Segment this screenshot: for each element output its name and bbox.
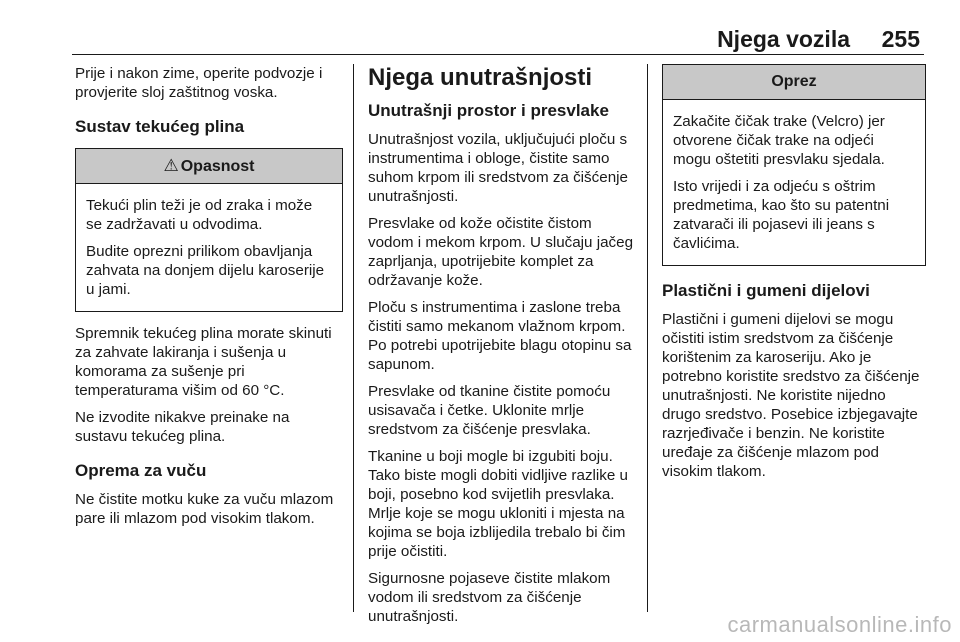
interior-paragraph-3: Ploču s instrumentima i zaslone treba čistiti samo mekanom vlažnom krpom. Po potrebi upotrijebite blagu otopinu sa sapunom. [368, 299, 632, 373]
plastic-paragraph: Plastični i gumeni dijelovi se mogu očistiti istim sredstvom za čišćenje korištenim za karoseriju. Ako je potrebno koristite sredstvo za čišćenje unutrašnjosti. Ne koristite nijedno drugo sredstvo. Posebice izbjegavajte razrjeđivače i benzin. Ne koristite uređaje za čišćenje mlazom pod visokim tlakom. [662, 311, 920, 480]
column-divider-1 [353, 64, 354, 612]
column-middle [368, 64, 634, 634]
header-rule [72, 54, 924, 55]
column-divider-2 [647, 64, 648, 612]
danger-paragraph-1: Tekući plin teži je od zraka i može se zadržavati u odvodima. [86, 197, 313, 233]
page-header [0, 0, 960, 56]
paragraph-lpg-tank: Spremnik tekućeg plina morate skinuti za zahvate lakiranja i sušenja u komorama za sušenje pri temperaturama višim od 60 °C. [75, 325, 332, 399]
danger-box-body [76, 184, 342, 311]
interior-paragraph-1: Unutrašnjost vozila, uključujući ploču s instrumentima i obloge, čistite samo suhom krpom ili sredstvom za čišćenje unutrašnjosti. [368, 131, 628, 205]
caution-box-body [663, 100, 925, 265]
section-heading-lpg: Sustav tekućeg plina [75, 117, 245, 136]
danger-paragraph-2: Budite oprezni prilikom obavljanja zahvata na donjem dijelu karoserije u jami. [86, 243, 325, 298]
caution-box-title: Oprez [663, 65, 925, 100]
warning-triangle-icon: ⚠ [163, 156, 179, 175]
paragraph-towing: Ne čistite motku kuke za vuču mlazom pare ili mlazom pod visokim tlakom. [75, 491, 334, 527]
page-number: 255 [881, 26, 920, 52]
watermark: carmanualsonline.info [727, 612, 952, 637]
column-right [662, 64, 926, 489]
danger-box-title: Opasnost [180, 158, 255, 175]
section-heading-towing: Oprema za vuču [75, 461, 207, 480]
section-heading-plastic: Plastični i gumeni dijelovi [662, 281, 870, 300]
caution-box [662, 64, 926, 266]
column-left [75, 64, 343, 536]
interior-paragraph-6: Sigurnosne pojaseve čistite mlakom vodom ili sredstvom za čišćenje unutrašnjosti. [368, 570, 611, 625]
paragraph-lpg-modify: Ne izvodite nikakve preinake na sustavu tekućeg plina. [75, 409, 290, 445]
caution-paragraph-1: Zakačite čičak trake (Velcro) jer otvorene čičak trake na odjeći mogu oštetiti presvlaku sjedala. [673, 113, 885, 168]
interior-paragraph-5: Tkanine u boji mogle bi izgubiti boju. Tako biste mogli dobiti vidljive razlike u boji, posebno kod svijetlih presvlaka. Mrlje koje se mogu ukloniti i mjesta na kojima se boja izblijedila trebalo bi čim prije očistiti. [368, 448, 628, 560]
danger-box-header [76, 149, 342, 184]
subheading-upholstery: Unutrašnji prostor i presvlake [368, 101, 609, 120]
intro-paragraph: Prije i nakon zime, operite podvozje i provjerite sloj zaštitnog voska. [75, 65, 323, 101]
section-heading-interior: Njega unutrašnjosti [368, 64, 593, 91]
interior-paragraph-2: Presvlake od kože očistite čistom vodom i mekom krpom. U slučaju jačeg zaprljanja, upotrijebite komplet za održavanje kože. [368, 215, 634, 289]
danger-box [75, 148, 343, 312]
interior-paragraph-4: Presvlake od tkanine čistite pomoću usisavača i četke. Uklonite mrlje sredstvom za čišćenje presvlaka. [368, 383, 611, 438]
caution-paragraph-2: Isto vrijedi i za odjeću s oštrim predmetima, kao što su patentni zatvarači ili pojasevi ili jeans s čavlićima. [673, 178, 890, 252]
page-title: Njega vozila [717, 26, 850, 52]
